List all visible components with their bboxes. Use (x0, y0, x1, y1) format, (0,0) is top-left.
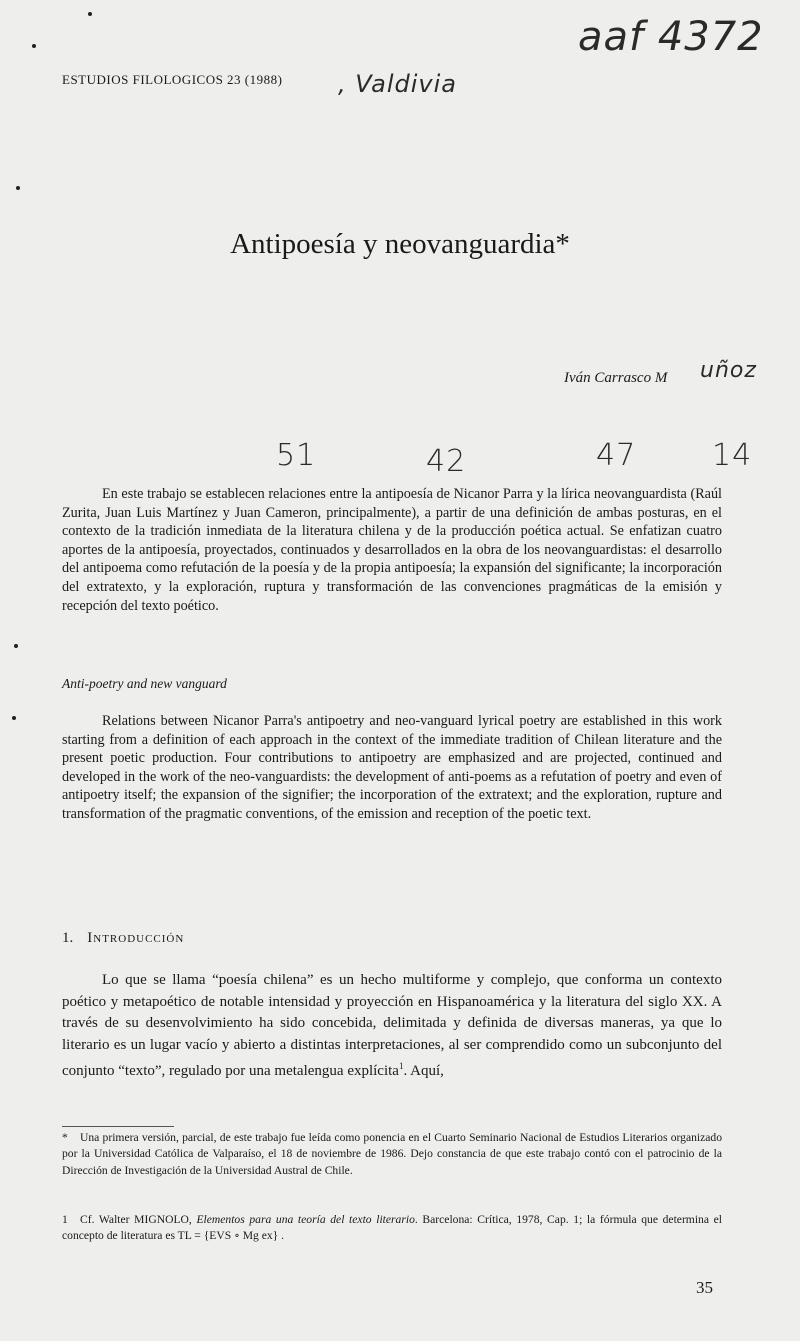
handwritten-accession-number: aaf 4372 (578, 14, 764, 60)
ink-speck (14, 644, 18, 648)
handwritten-place-note: , Valdivia (338, 70, 457, 98)
abstract-spanish: En este trabajo se establecen relaciones entre la antipoesía de Nicanor Parra y la lírica neovanguardista (Raúl Zurita, Juan Luis Martínez y Juan Cameron, principalmente), a partir de una definición de ambas posturas, en el contexto de la tradición inmediata de la literatura chilena y de la producción poética actual. Se enfatizan cuatro aportes de la antipoesía, proyectados, continuados y desarrollados en la obra de los neovanguardistas: el desarrollo del antipoema como refutación de la poesía y de la propia antipoesía; la expansión del significante; la incorporación del extratexto, y la exploración, ruptura y transformación de las convenciones pragmáticas de la emisión y recepción del texto poético. (62, 486, 722, 614)
ink-speck (12, 716, 16, 720)
handwritten-code-2: 42 (426, 444, 467, 479)
footnote-cited-title: Elementos para una teoría del texto literario (196, 1213, 415, 1226)
footnote-reference: 1 (398, 1061, 404, 1072)
handwritten-code-4: 14 (712, 438, 753, 473)
footnote-1 (62, 1212, 722, 1245)
section-title: Introducción (87, 930, 185, 946)
footnote-text-after: . Barcelona: Crítica, 1978, Cap. 1; la fórmula que determina el concepto de literatura es TL = {EVS ∘ Mg ex} . (62, 1213, 722, 1243)
handwritten-code-1: 51 (276, 438, 317, 473)
handwritten-code-3: 47 (596, 438, 637, 473)
section-number: 1. (62, 930, 74, 946)
body-text-tail: . Aquí, (403, 1063, 444, 1080)
ink-speck (88, 12, 92, 16)
author-handwritten-completion: uñoz (700, 358, 757, 383)
english-subtitle: Anti-poetry and new vanguard (62, 676, 227, 691)
author-name: Iván Carrasco M (564, 370, 668, 386)
ink-speck (32, 44, 36, 48)
abstract-english: Relations between Nicanor Parra's antipoetry and neo-vanguard lyrical poetry are established in this work starting from a definition of each approach in the context of the immediate tradition of Chilean literature and the present poetic production. Four contributions to antipoetry are emphasized and are projected, continued and developed in the work of the neo-vanguardists: the development of anti-poems as a refutation of poetry and even of antipoetry itself; the expansion of the signifier; the incorporation of the extratext; and the exploration, rupture and transformation of the pragmatic conventions, of the emission and reception of the poetic text. (62, 713, 722, 822)
journal-header: ESTUDIOS FILOLOGICOS 23 (1988) (62, 72, 283, 87)
footnote-asterisk (62, 1130, 722, 1179)
page-number: 35 (696, 1278, 713, 1297)
footnote-text-before: Cf. Walter MIGNOLO, (80, 1213, 197, 1226)
body-paragraph (62, 970, 722, 1083)
footnote-mark: * (62, 1131, 68, 1144)
footnote-text: Una primera versión, parcial, de este trabajo fue leída como ponencia en el Cuarto Seminario Nacional de Estudios Literarios organizado por la Universidad Católica de Valparaíso, el 18 de noviembre de 1986. Dejo constancia de que este trabajo contó con el patrocinio de la Dirección de Investigación de la Universidad Austral de Chile. (62, 1131, 722, 1177)
article-title: Antipoesía y neovanguardia* (230, 228, 570, 260)
footnote-mark: 1 (62, 1213, 68, 1226)
ink-speck (16, 186, 20, 190)
footnote-divider (62, 1126, 174, 1127)
body-text: Lo que se llama “poesía chilena” es un hecho multiforme y complejo, que conforma un contexto poético y metapoético de notable intensidad y proyección en Hispanoamérica y la literatura del siglo XX. A través de su desenvolvimiento ha sido concebida, delimitada y definida de diversas maneras, ya que lo literario es un lugar vacío y abierto a distintas interpretaciones, al ser comprendido como un subconjunto del conjunto “texto”, regulado por una metalengua explícita (62, 972, 722, 1080)
section-heading (62, 930, 184, 947)
